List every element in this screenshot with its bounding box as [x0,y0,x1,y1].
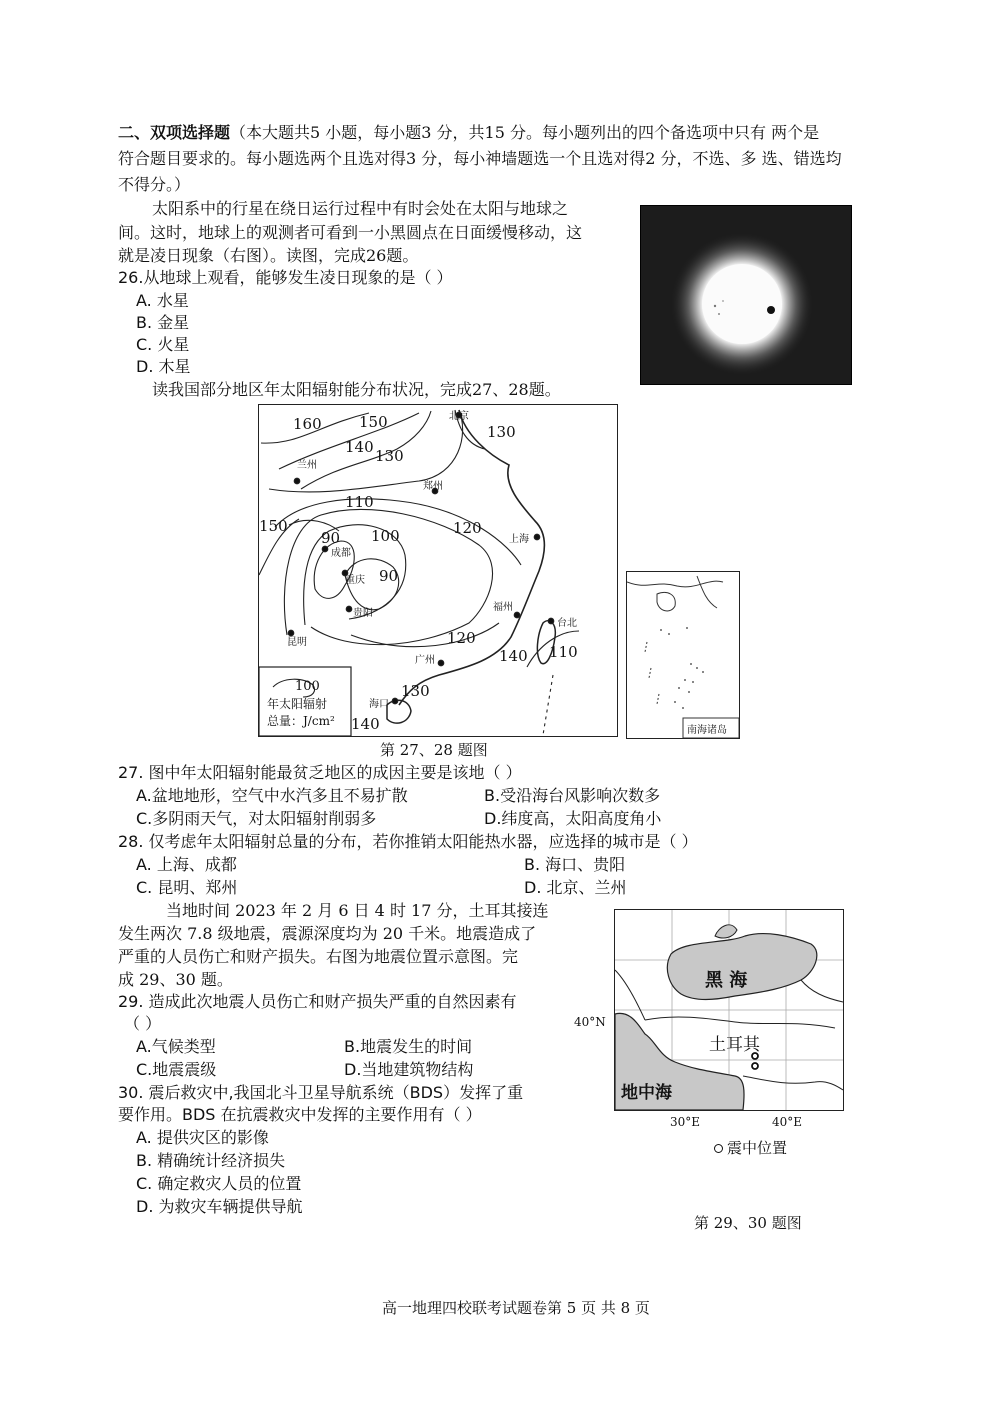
q27-stem: 27. 图中年太阳辐射能最贫乏地区的成因主要是该地（ ） [118,763,522,782]
q29-option-b: B.地震发生的时间 [344,1037,473,1056]
med-sea-label: 地中海 [621,1083,672,1103]
sun-transit-image [641,206,851,384]
q30-option-d: D. 为救灾车辆提供导航 [136,1197,303,1216]
q28-option-c: C. 昆明、郑州 [136,878,238,897]
inset-label: 南海诸岛 [687,725,727,736]
contour-label: 130 [401,682,430,700]
contour-label: 160 [293,415,322,433]
q29-option-a: A.气候类型 [136,1037,216,1056]
contour-label: 110 [549,643,578,661]
sun-transit-photo [640,205,852,385]
passage26-line1: 太阳系中的行星在绕日运行过程中有时会处在太阳与地球之 [152,199,569,218]
q27-option-b: B.受沿海台风影响次数多 [484,786,661,805]
black-sea-label: 黑 海 [705,970,748,991]
q28-option-a: A. 上海、成都 [136,855,237,874]
south-china-sea-inset [626,571,740,739]
city-zhengzhou: 郑州 [423,481,443,492]
q26-option-c: C. 火星 [136,335,190,354]
q26-option-a: A. 水星 [136,291,189,310]
contour-label: 110 [345,493,374,511]
city-haikou: 海口 [369,699,389,710]
lon-40e: 40°E [772,1115,803,1129]
page-footer: 高一地理四校联考试题卷第 5 页 共 8 页 [382,1299,650,1317]
q28-stem: 28. 仅考虑年太阳辐射总量的分布，若你推销太阳能热水器，应选择的城市是（ ） [118,832,698,851]
passage26-line2: 间。这时，地球上的观测者可看到一小黑圆点在日面缓慢移动，这 [118,223,583,242]
passage29-line1: 当地时间 2023 年 2 月 6 日 4 时 17 分，土耳其接连 [166,901,549,920]
q26-option-b: B. 金星 [136,313,190,332]
q29-stem2: （ ） [124,1014,162,1033]
contour-label: 150 [259,517,288,535]
legend-line2: 总量：J/cm² [267,714,335,728]
map27-caption: 第 27、28 题图 [380,741,488,759]
section-intro-3: 不得分。） [118,175,191,194]
section-intro-1: （本大题共5 小题，每小题3 分，共15 分。每小题列出的四个备选项中只有 两个是 [230,123,820,142]
city-kunming: 昆明 [287,637,307,648]
map29-legend [714,1137,787,1158]
contour-label: 140 [499,647,528,665]
q26-option-d: D. 木星 [136,357,191,376]
q28-option-d: D. 北京、兰州 [524,878,627,897]
q29-option-d: D.当地建筑物结构 [344,1060,474,1079]
contour-label: 90 [379,567,399,585]
passage29-line3: 严重的人员伤亡和财产损失。右图为地震位置示意图。完 [118,947,519,966]
passage29-line2: 发生两次 7.8 级地震，震源深度均为 20 千米。地震造成了 [118,924,537,943]
contour-label: 90 [321,529,341,547]
turkey-earthquake-map [614,909,844,1111]
section-intro-2: 符合题目要求的。每小题选两个且选对得3 分，每小神墙题选一个且选对得2 分，不选、多 选、错选均 [118,149,842,168]
lat-40n: 40°N [574,1015,606,1029]
lon-30e: 30°E [670,1115,701,1129]
q27-option-c: C.多阴雨天气，对太阳辐射削弱多 [136,809,377,828]
q30-option-a: A. 提供灾区的影像 [136,1128,269,1147]
city-fuzhou: 福州 [493,602,513,613]
passage29-line4: 成 29、30 题。 [118,970,233,989]
q29-option-c: C.地震震级 [136,1060,217,1079]
city-guangzhou: 广州 [415,655,435,666]
city-lanzhou: 兰州 [297,460,317,471]
q30-stem1: 30. 震后救灾中,我国北斗卫星导航系统（BDS）发挥了重 [118,1083,524,1102]
legend-line1: 年太阳辐射 [267,697,328,711]
china-solar-map [258,404,618,737]
city-taipei: 台北 [557,618,577,629]
contour-label: 130 [375,447,404,465]
planet-dot [767,306,775,314]
city-chongqing: 重庆 [345,575,365,586]
q26-stem: 26.从地球上观看，能够发生凌日现象的是（ ） [118,268,453,287]
section-heading: 二、双项选择题 [118,123,231,142]
legend-epicenter-label: 震中位置 [727,1139,788,1157]
city-chengdu: 成都 [331,548,351,559]
q30-option-c: C. 确定救灾人员的位置 [136,1174,302,1193]
q27-option-d: D.纬度高，太阳高度角小 [484,809,662,828]
q30-option-b: B. 精确统计经济损失 [136,1151,286,1170]
q30-stem2: 要作用。BDS 在抗震救灾中发挥的主要作用有（ ） [118,1105,482,1124]
contour-label: 150 [359,413,388,431]
city-guiyang: 贵阳 [353,608,373,619]
contour-label: 120 [453,519,482,537]
turkey-label: 土耳其 [709,1035,760,1055]
city-shanghai: 上海 [509,534,529,545]
q27-option-a: A.盆地地形，空气中水汽多且不易扩散 [136,786,408,805]
q29-stem1: 29. 造成此次地震人员伤亡和财产损失严重的自然因素有 [118,992,517,1011]
map29-caption: 第 29、30 题图 [694,1214,802,1232]
section-header [118,122,819,144]
epicenter-icon [714,1144,723,1153]
passage27: 读我国部分地区年太阳辐射能分布状况，完成27、28题。 [152,380,561,399]
contour-label: 140 [345,438,374,456]
contour-label: 120 [447,629,476,647]
contour-label: 100 [371,527,400,545]
contour-label: 140 [351,715,380,733]
contour-label: 130 [487,423,516,441]
city-beijing: 北京 [449,411,469,422]
legend-value: 100 [295,679,320,694]
q28-option-b: B. 海口、贵阳 [524,855,626,874]
passage26-line3: 就是凌日现象（右图）。读图，完成26题。 [118,246,419,265]
